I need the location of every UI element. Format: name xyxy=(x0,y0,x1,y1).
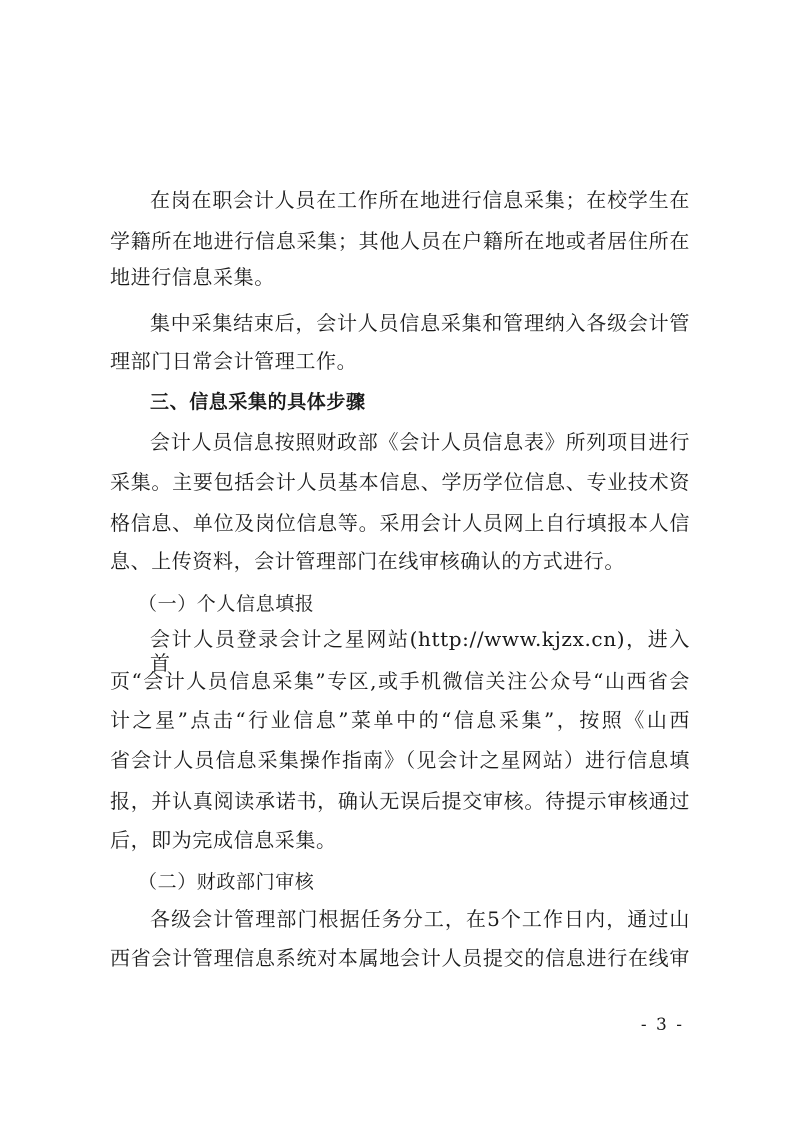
text-line-7: 会计人员信息按照财政部《会计人员信息表》所列项目进行 xyxy=(150,430,690,454)
text-line-17: 后，即为完成信息采集。 xyxy=(110,828,337,852)
text-line-16: 报，并认真阅读承诺书，确认无误后提交审核。待提示审核通过 xyxy=(110,789,690,813)
text-line-4: 集中采集结束后，会计人员信息采集和管理纳入各级会计管 xyxy=(150,311,690,335)
section-heading: 三、信息采集的具体步骤 xyxy=(150,391,366,413)
text-line-9: 格信息、单位及岗位信息等。采用会计人员网上自行填报本人信 xyxy=(110,511,690,535)
text-line-13: 页“会计人员信息采集”专区,或手机微信关注公众号“山西省会 xyxy=(110,669,690,693)
page-number: - 3 - xyxy=(640,1015,684,1035)
text-line-14: 计之星”点击“行业信息”菜单中的“信息采集”，按照《山西 xyxy=(110,708,690,732)
text-line-8: 采集。主要包括会计人员基本信息、学历学位信息、专业技术资 xyxy=(110,470,690,494)
subsection-heading-2: （二）财政部门审核 xyxy=(138,871,315,893)
text-line-5: 理部门日常会计管理工作。 xyxy=(110,349,358,373)
text-line-1: 在岗在职会计人员在工作所在地进行信息采集；在校学生在 xyxy=(150,188,690,212)
text-line-15: 省会计人员信息采集操作指南》（见会计之星网站）进行信息填 xyxy=(110,748,690,772)
text-line-10: 息、上传资料，会计管理部门在线审核确认的方式进行。 xyxy=(110,549,625,573)
text-line-3: 地进行信息采集。 xyxy=(110,265,275,289)
text-line-2: 学籍所在地进行信息采集；其他人员在户籍所在地或者居住所在 xyxy=(110,229,690,253)
text-line-20: 西省会计管理信息系统对本属地会计人员提交的信息进行在线审 xyxy=(110,946,690,970)
text-line-19: 各级会计管理部门根据任务分工，在5个工作日内，通过山 xyxy=(150,907,690,931)
subsection-heading-1: （一）个人信息填报 xyxy=(138,593,315,615)
text-line-12: 会计人员登录会计之星网站(http://www.kjzx.cn)，进入首 xyxy=(150,627,690,675)
